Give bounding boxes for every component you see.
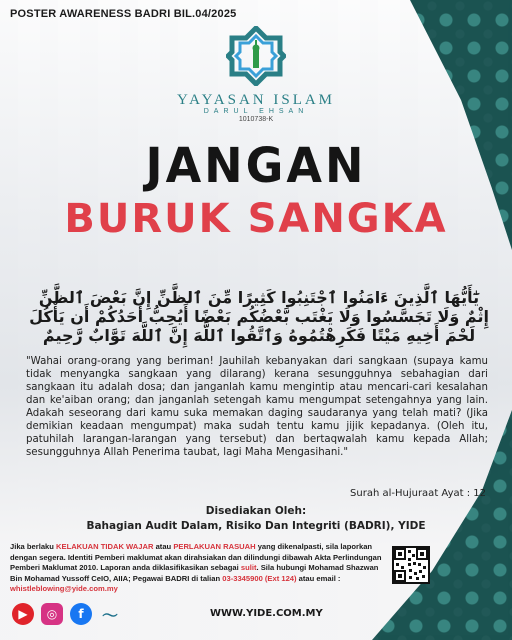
notice-text: Jika berlaku (10, 542, 57, 551)
notice-highlight: KELAKUAN TIDAK WAJAR (56, 542, 154, 551)
notice-text: yang dikenalpasti, sila laporkan dengan segera. Identiti Pemberi maklumat akan dirahsiakan dan dilindungi dibawah Akta Perlindungan Pemberi Maklumat 2010. Laporan anda diklasifikasikan sebagai (10, 542, 382, 573)
facebook-icon[interactable]: f (70, 603, 92, 625)
org-registration: 1010738-K (238, 116, 274, 123)
notice-email-link[interactable]: whistleblowing@yide.com.my (10, 584, 118, 594)
verse-reference: Surah al-Hujuraat Ayat : 12 (350, 488, 486, 499)
title-line-2: BURUK SANGKA (64, 196, 448, 242)
website-link[interactable]: WWW.YIDE.COM.MY (210, 608, 323, 619)
notice-text: atau email : (296, 573, 341, 583)
org-logo-block (0, 26, 512, 123)
notice-highlight: PERLAKUAN RASUAH (173, 542, 256, 551)
notice-phone[interactable]: 03-3345900 (Ext 124) (222, 573, 297, 583)
title-line-1: JANGAN (145, 136, 367, 194)
org-subtitle: DARUL EHSAN (203, 108, 309, 115)
notice-text: atau (153, 542, 174, 551)
notice-highlight: sulit (240, 563, 257, 573)
org-name: YAYASAN ISLAM (176, 92, 336, 108)
prepared-by-label: Disediakan Oleh: (205, 505, 307, 517)
qr-code-icon[interactable] (392, 546, 430, 584)
verse-translation: "Wahai orang-orang yang beriman! Jauhilah kebanyakan dari sangkaan (supaya kamu tidak menyangka sangkaan yang dilarang) kerana sesungguhnya sebahagian dari sangkaan itu adalah dosa; dan janganlah kamu mengintip atau mencari-cari kesalahan dan ke'aiban orang; dan janganlah setengah kamu mengumpat setengahnya yang lain. Adakah seseorang dari kamu suka memakan daging saudaranya yang telah mati? (Jika demikian keadaan mengumpat) maka sudah tentu kamu jijik kepadanya. (Oleh itu, patuhilah larangan-larangan yang tersebut) dan bertaqwalah kamu kepada Allah; sesungguhnya Allah Penerima taubat, lagi Maha Mengasihani." (26, 356, 488, 458)
whistleblowing-notice (10, 542, 385, 595)
brand-swoosh-icon[interactable]: 〜 (101, 605, 118, 625)
mosque-logo-icon (226, 26, 286, 86)
prepared-by-org: Bahagian Audit Dalam, Risiko Dan Integriti (BADRI), YIDE (86, 520, 426, 532)
arabic-verse: يَٰٓأَيُّهَا ٱلَّذِينَ ءَامَنُوا ٱجْتَنِبُوا كَثِيرًا مِّنَ ٱلظَّنِّ إِنَّ بَعْضَ ٱلظَّنِّ إِثْمٌ وَلَا تَجَسَّسُوا وَلَا يَغْتَب بَّعْضُكُم بَعْضًا أَيُحِبُّ أَحَدُكُمْ أَن يَأْكُلَ لَحْمَ أَخِيهِ مَيْتًا فَكَرِهْتُمُوهُ وَٱتَّقُوا ٱللَّهَ إِنَّ ٱللَّهَ تَوَّابٌ رَّحِيمٌ (29, 288, 489, 345)
social-links (12, 603, 121, 625)
poster-code: POSTER AWARENESS BADRI BIL.04/2025 (10, 8, 237, 20)
youtube-icon[interactable]: ▶ (12, 603, 34, 625)
notice-text: . Sila hubungi Mohamad Shazwan Bin Mohamad Yussoff CeIO, AIIA; Pegawai BADRI di talian (10, 563, 379, 583)
instagram-icon[interactable]: ◎ (41, 603, 63, 625)
